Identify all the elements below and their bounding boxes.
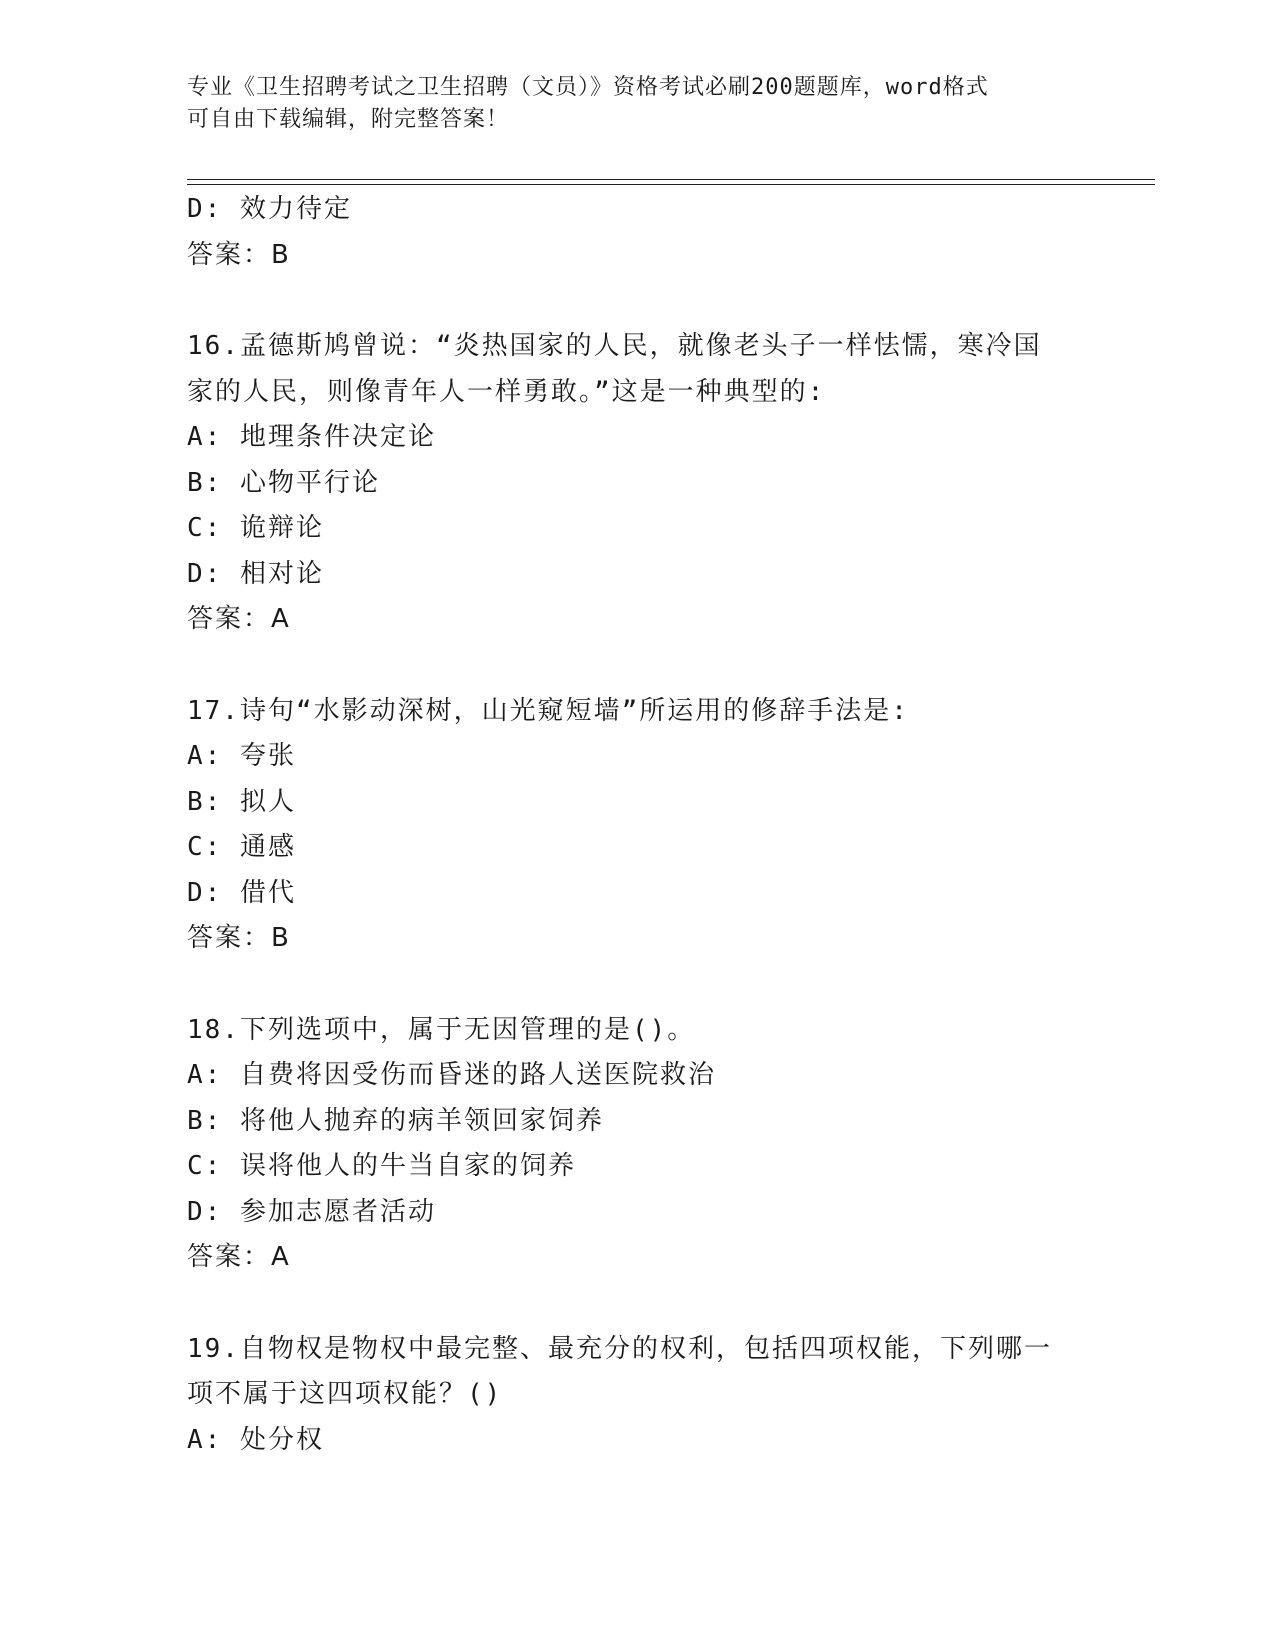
option-b: B: 将他人抛弃的病羊领回家饲养 — [187, 1105, 604, 1136]
option-d: D: 参加志愿者活动 — [187, 1196, 436, 1227]
header-divider-top — [187, 179, 1155, 180]
question-19 — [187, 1327, 1087, 1464]
option-b: B: 拟人 — [187, 786, 296, 817]
option-a: A: 处分权 — [187, 1424, 324, 1455]
option-b: B: 心物平行论 — [187, 467, 380, 498]
question-stem: 17.诗句“水影动深树，山光窥短墙”所运用的修辞手法是: — [187, 695, 909, 726]
spacer — [187, 962, 1087, 1008]
question-stem: 家的人民，则像青年人一样勇敢。”这是一种典型的: — [187, 376, 826, 407]
question-stem: 19.自物权是物权中最完整、最充分的权利，包括四项权能，下列哪一 — [187, 1333, 1052, 1364]
document-header — [187, 72, 1067, 136]
option-d: D: 借代 — [187, 877, 296, 908]
question-15-tail — [187, 187, 1087, 278]
option-c: C: 通感 — [187, 832, 296, 862]
answer-line: 答案：A — [187, 604, 291, 634]
question-stem: 18.下列选项中，属于无因管理的是()。 — [187, 1014, 696, 1045]
question-17 — [187, 689, 1087, 962]
header-title-line-1: 专业《卫生招聘考试之卫生招聘（文员）》资格考试必刷200题题库，word格式 — [187, 75, 989, 100]
option-c: C: 诡辩论 — [187, 513, 324, 543]
question-stem: 16.孟德斯鸠曾说：“炎热国家的人民，就像老头子一样怯懦，寒冷国 — [187, 331, 1042, 361]
document-body — [187, 187, 1087, 1463]
header-divider-bottom — [187, 184, 1155, 185]
header-title-line-2: 可自由下载编辑，附完整答案！ — [187, 107, 510, 132]
option-a: A: 自费将因受伤而昏迷的路人送医院救治 — [187, 1060, 716, 1090]
spacer — [187, 643, 1087, 689]
question-16 — [187, 324, 1087, 643]
option-c: C: 误将他人的牛当自家的饲养 — [187, 1151, 576, 1181]
answer-line: 答案：B — [187, 923, 291, 953]
option-d: D: 效力待定 — [187, 194, 352, 224]
spacer — [187, 278, 1087, 324]
option-a: A: 地理条件决定论 — [187, 422, 436, 452]
answer-line: 答案：A — [187, 1242, 291, 1272]
option-d: D: 相对论 — [187, 558, 324, 589]
question-18 — [187, 1008, 1087, 1281]
spacer — [187, 1281, 1087, 1327]
option-a: A: 夸张 — [187, 741, 296, 771]
question-stem: 项不属于这四项权能？() — [187, 1379, 503, 1409]
answer-line: 答案：B — [187, 239, 291, 270]
